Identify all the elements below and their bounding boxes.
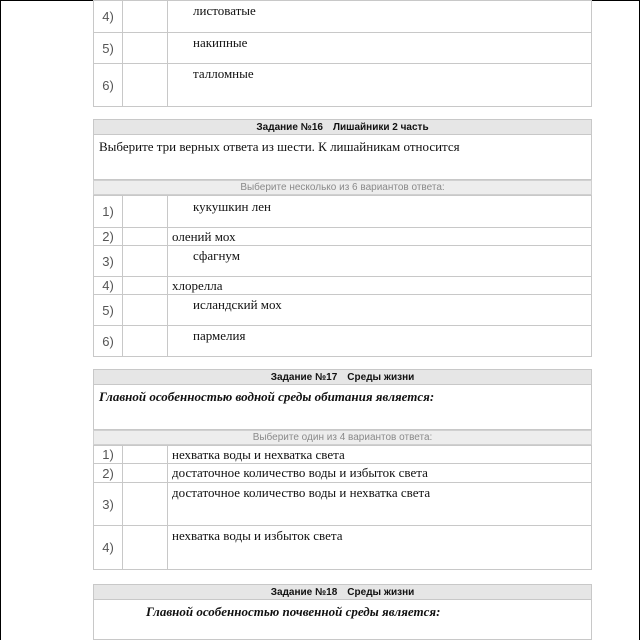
option-text: нехватка воды и избыток света: [172, 528, 343, 543]
option-number: 6): [94, 326, 123, 357]
option-row: [94, 1, 592, 33]
option-row: [94, 295, 592, 326]
option-number: 4): [94, 526, 123, 570]
option-row: [94, 483, 592, 526]
option-number: 3): [94, 246, 123, 277]
option-number: 6): [94, 64, 123, 107]
option-text: сфагнум: [193, 248, 240, 263]
option-text: нехватка воды и нехватка света: [172, 447, 345, 462]
task17-header: [93, 369, 592, 385]
option-row: [94, 446, 592, 464]
task-title: Задание №18: [270, 587, 338, 598]
page-left-border: [0, 0, 1, 640]
answer-cell[interactable]: [123, 64, 168, 107]
answer-cell[interactable]: [123, 196, 168, 228]
answer-cell[interactable]: [123, 483, 168, 526]
option-text: исландский мох: [193, 297, 282, 312]
answer-cell[interactable]: [123, 464, 168, 483]
task-topic: Лишайники 2 часть: [332, 122, 429, 133]
option-number: 4): [94, 277, 123, 295]
answer-cell[interactable]: [123, 446, 168, 464]
option-text: накипные: [193, 35, 248, 50]
option-number: 2): [94, 228, 123, 246]
answer-cell[interactable]: [123, 326, 168, 357]
option-number: 5): [94, 33, 123, 64]
task16-question: [93, 135, 592, 180]
answer-cell[interactable]: [123, 228, 168, 246]
option-text: кукушкин лен: [193, 199, 271, 214]
option-text: хлорелла: [172, 278, 223, 293]
answer-cell[interactable]: [123, 526, 168, 570]
option-row: [94, 196, 592, 228]
option-number: 4): [94, 1, 123, 33]
option-number: 1): [94, 446, 123, 464]
task-title: Задание №16: [256, 122, 323, 133]
task17-instruction: Выберите один из 4 вариантов ответа:: [93, 430, 592, 445]
answer-cell[interactable]: [123, 1, 168, 33]
task18-header: [93, 584, 592, 600]
task17-options: [93, 445, 592, 570]
option-number: 2): [94, 464, 123, 483]
answer-cell[interactable]: [123, 246, 168, 277]
option-row: [94, 33, 592, 64]
question-text: Главной особенностью почвенной среды является:: [146, 604, 441, 619]
task-title: Задание №17: [270, 372, 338, 383]
option-row: [94, 246, 592, 277]
task16-options: [93, 195, 592, 357]
option-row: [94, 228, 592, 246]
answer-cell[interactable]: [123, 277, 168, 295]
task16-header: [93, 119, 592, 135]
answer-cell[interactable]: [123, 295, 168, 326]
option-text: листоватые: [193, 3, 256, 18]
option-text: олений мох: [172, 229, 236, 244]
option-text: талломные: [193, 66, 254, 81]
option-row: [94, 64, 592, 107]
question-text: Главной особенностью водной среды обитания является:: [99, 389, 435, 404]
task18-question: [93, 600, 592, 640]
option-number: 3): [94, 483, 123, 526]
task-topic: Среды жизни: [347, 587, 415, 598]
option-text: достаточное количество воды и избыток света: [172, 465, 428, 480]
option-row: [94, 464, 592, 483]
task-topic: Среды жизни: [347, 372, 415, 383]
option-row: [94, 326, 592, 357]
question-text: Выберите три верных ответа из шести. К лишайникам относится: [99, 139, 460, 154]
option-text: пармелия: [193, 328, 246, 343]
option-text: достаточное количество воды и нехватка света: [172, 485, 431, 500]
option-row: [94, 526, 592, 570]
option-number: 5): [94, 295, 123, 326]
task17-question: [93, 385, 592, 430]
option-number: 1): [94, 196, 123, 228]
option-row: [94, 277, 592, 295]
prev-task-options: [93, 0, 592, 107]
answer-cell[interactable]: [123, 33, 168, 64]
task16-instruction: Выберите несколько из 6 вариантов ответа:: [93, 180, 592, 195]
